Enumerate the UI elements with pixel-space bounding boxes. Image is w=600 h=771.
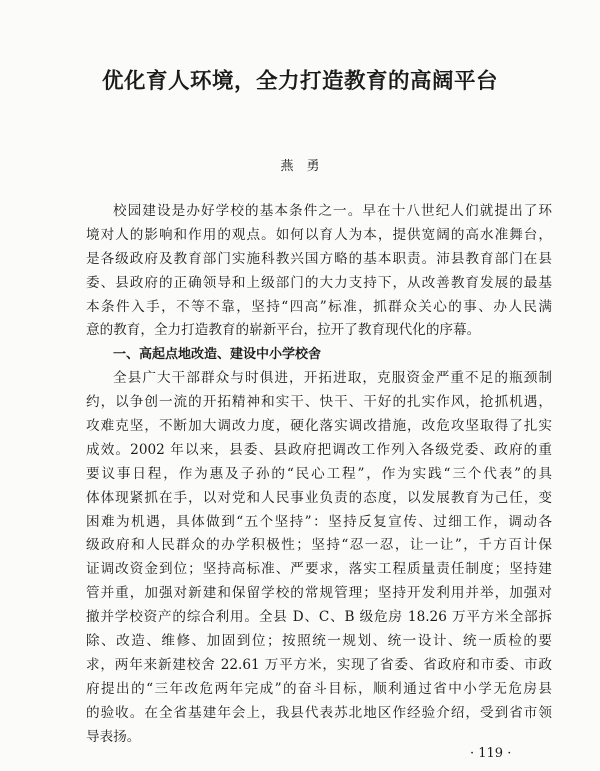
body-line: 本条件入手，不等不靠，坚持“四高”标准，抓群众关心的事、办人民满 xyxy=(86,298,552,315)
article-title: 优化育人环境，全力打造教育的高阔平台 xyxy=(101,69,498,94)
body-line: 攻难克坚，不断加大调改力度，硬化落实调改措施，改危攻坚取得了扎实 xyxy=(86,418,552,435)
body-line: 委、县政府的正确领导和上级部门的大力支持下，从改善教育发展的最基 xyxy=(86,274,552,291)
article-author: 燕 勇 xyxy=(280,159,320,174)
body-line: 府提出的“三年改危两年完成”的奋斗目标，顺利通过省中小学无危房县 xyxy=(86,680,552,697)
body-line: 的验收。在全省基建年会上，我县代表苏北地区作经验介绍，受到省市领 xyxy=(86,704,552,721)
body-line: 成效。2002 年以来，县委、县政府把调改工作列入各级党委、政府的重 xyxy=(86,441,552,458)
body-line: 求，两年来新建校舍 22.61 万平方米，实现了省委、省政府和市委、市政 xyxy=(86,656,552,673)
body-line: 级政府和人民群众的办学积极性；坚持“忍一忍，让一让”，千方百计保 xyxy=(86,537,552,554)
body-line: 约，以争创一流的开拓精神和实干、快干、干好的扎实作风，抢抓机遇， xyxy=(86,394,552,411)
section-heading: 一、高起点地改造、建设中小学校舍 xyxy=(113,347,322,363)
body-line: 困难为机遇，具体做到“五个坚持”：坚持反复宣传、过细工作，调动各 xyxy=(86,513,552,530)
body-line: 校园建设是办好学校的基本条件之一。早在十八世纪人们就提出了环 xyxy=(113,203,552,219)
body-line: 要议事日程，作为惠及子孙的“民心工程”，作为实践“三个代表”的具 xyxy=(86,465,552,482)
body-line: 体体现紧抓在手，以对党和人民事业负责的态度，以发展教育为己任，变 xyxy=(86,489,552,506)
body-line: 管并重，加强对新建和保留学校的常规管理；坚持开发利用并举，加强对 xyxy=(86,585,552,602)
body-line: 全县广大干部群众与时俱进，开拓进取，克服资金严重不足的瓶颈制 xyxy=(113,370,552,387)
body-line: 撤并学校资产的综合利用。全县 D、C、B 级危房 18.26 万平方米全部拆 xyxy=(86,609,552,626)
body-line: 导表扬。 xyxy=(86,728,141,745)
body-line: 证调改资金到位；坚持高标准、严要求，落实工程质量责任制度；坚持建 xyxy=(86,561,552,578)
body-line: 意的教育，全力打造教育的崭新平台，拉开了教育现代化的序幕。 xyxy=(86,322,481,339)
body-line: 除、改造、维修、加固到位；按照统一规划、统一设计、统一质检的要 xyxy=(86,633,552,650)
body-line: 是各级政府及教育部门实施科教兴国方略的基本职责。沛县教育部门在县 xyxy=(86,250,552,267)
page-number: · 119 · xyxy=(470,746,512,761)
body-line: 境对人的影响和作用的观点。如何以育人为本，提供宽阔的高水准舞台， xyxy=(86,226,552,243)
article-body xyxy=(86,200,552,749)
